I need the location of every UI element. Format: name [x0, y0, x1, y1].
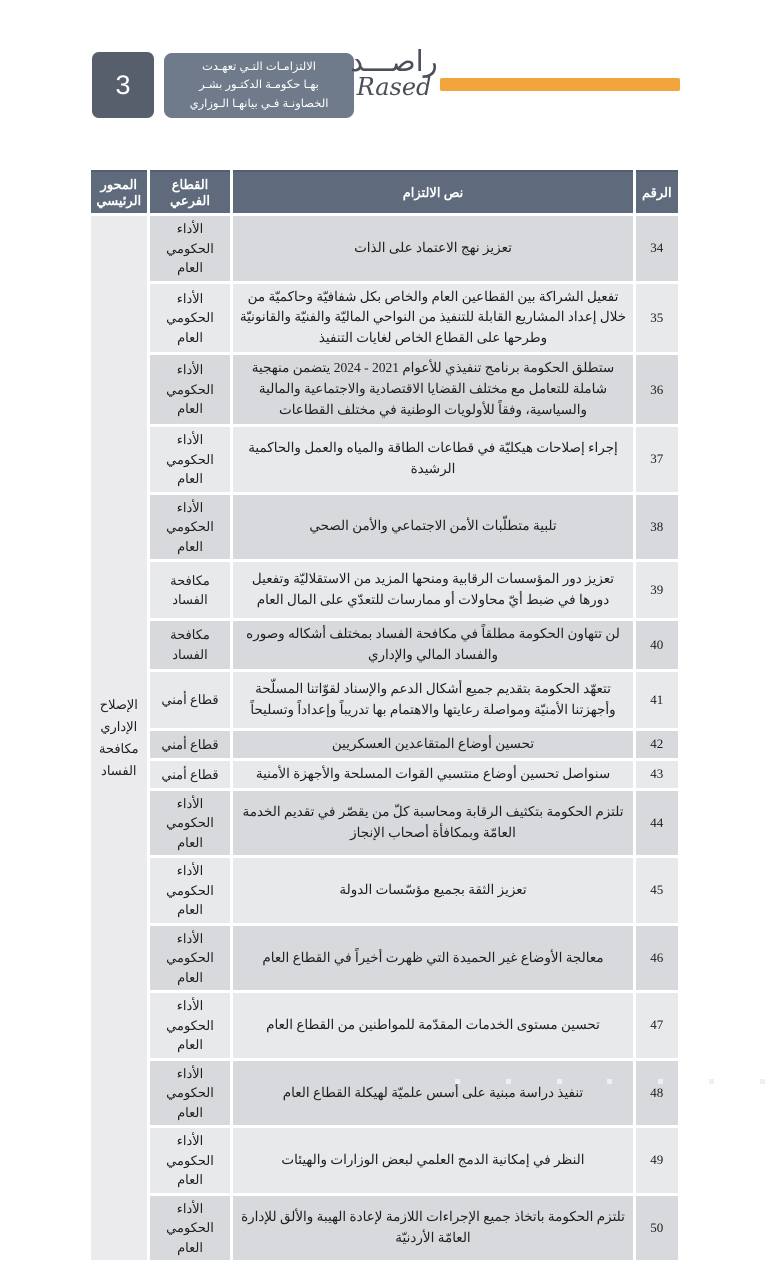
commitment-text: ستطلق الحكومة برنامج تنفيذي للأعوام 2021 - 2024 يتضمن منهجية شاملة للتعامل مع مختلف القضايا الاقتصادية والاجتماعية والمالية والسياسية، وفقاً للأولويات الوطنية في مختلف القطاعات [233, 355, 632, 424]
subsector-cell: الأداء الحكومي العام [150, 495, 231, 560]
commitment-number: 34 [636, 216, 678, 281]
commitment-text: تفعيل الشراكة بين القطاعين العام والخاص بكل شفافيّة وحاكميّة من خلال إعداد المشاريع القابلة للتنفيذ من النواحي الماليّة والفنيّة والقانونيّة وطرحها على القطاع الخاص لغايات التنفيذ [233, 284, 632, 353]
commitments-table [88, 167, 681, 1263]
commitment-number: 36 [636, 355, 678, 424]
table-row [91, 562, 678, 618]
header-number: الرقم [636, 170, 678, 213]
subsector-cell: مكافحة الفساد [150, 621, 231, 669]
commitment-number: 50 [636, 1196, 678, 1261]
table-row [91, 621, 678, 669]
commitment-number: 41 [636, 672, 678, 728]
subsector-cell: قطاع أمني [150, 761, 231, 788]
commitment-text: تحسين أوضاع المتقاعدين العسكريين [233, 731, 632, 758]
commitment-text: سنواصل تحسين أوضاع منتسبي القوات المسلحة والأجهزة الأمنية [233, 761, 632, 788]
commitment-number: 35 [636, 284, 678, 353]
commitment-text: تعزيز دور المؤسسات الرقابية ومنحها المزيد من الاستقلاليّة وتفعيل دورها في ضبط أيّ محاولات أو ممارسات للتعدّي على المال العام [233, 562, 632, 618]
subsector-cell: الأداء الحكومي العام [150, 355, 231, 424]
header-main-axis: المحور الرئيسي [91, 170, 147, 213]
commitment-text: تعزيز نهج الاعتماد على الذات [233, 216, 632, 281]
table-row [91, 1196, 678, 1261]
subsector-cell: الأداء الحكومي العام [150, 1128, 231, 1193]
table-row [91, 495, 678, 560]
table-row [91, 216, 678, 281]
rased-logo-latin: Rased [356, 72, 432, 101]
subsector-cell: الأداء الحكومي العام [150, 791, 231, 856]
commitment-number: 42 [636, 731, 678, 758]
page-title: الالتزامـات التـي تعهـدت بهـا حكومـة الدكتـور بشـر الخصاونـة فـي بيانهـا الـوزاري [164, 53, 354, 118]
table-row [91, 1061, 678, 1126]
main-axis-cell: الإصلاح الإداري مكافحة الفساد [91, 216, 147, 1260]
footer-dots [455, 1078, 765, 1084]
commitment-number: 46 [636, 926, 678, 991]
table-row [91, 993, 678, 1058]
subsector-cell: الأداء الحكومي العام [150, 993, 231, 1058]
commitment-number: 45 [636, 858, 678, 923]
page-number: 3 [115, 69, 131, 100]
commitment-number: 37 [636, 427, 678, 492]
subsector-cell: الأداء الحكومي العام [150, 1196, 231, 1261]
subsector-cell: الأداء الحكومي العام [150, 926, 231, 991]
commitment-number: 43 [636, 761, 678, 788]
commitment-text: تحسين مستوى الخدمات المقدّمة للمواطنين من القطاع العام [233, 993, 632, 1058]
table-row [91, 427, 678, 492]
commitment-number: 47 [636, 993, 678, 1058]
commitment-text: النظر في إمكانية الدمج العلمي لبعض الوزارات والهيئات [233, 1128, 632, 1193]
commitment-text: إجراء إصلاحات هيكليّة في قطاعات الطاقة والمياه والعمل والحاكمية الرشيدة [233, 427, 632, 492]
subsector-cell: الأداء الحكومي العام [150, 284, 231, 353]
commitment-number: 39 [636, 562, 678, 618]
table-row [91, 672, 678, 728]
page-number-badge [92, 52, 154, 118]
commitment-number: 40 [636, 621, 678, 669]
table-body [91, 216, 678, 1260]
commitment-number: 49 [636, 1128, 678, 1193]
table-header-row [91, 170, 678, 213]
commitment-text: تلتزم الحكومة بتكثيف الرقابة ومحاسبة كلّ من يقصّر في تقديم الخدمة العامّة وبمكافأة أصحاب الإنجاز [233, 791, 632, 856]
header-commitment-text: نص الالتزام [233, 170, 632, 213]
commitment-number: 44 [636, 791, 678, 856]
header-subsector: القطاع الفرعي [150, 170, 231, 213]
subsector-cell: قطاع أمني [150, 672, 231, 728]
rased-logo [348, 46, 440, 120]
subsector-cell: مكافحة الفساد [150, 562, 231, 618]
table-row [91, 791, 678, 856]
accent-bar [440, 78, 680, 91]
subsector-cell: الأداء الحكومي العام [150, 216, 231, 281]
subsector-cell: الأداء الحكومي العام [150, 858, 231, 923]
table-row [91, 284, 678, 353]
rased-logo-arabic: راصـــد [350, 44, 438, 78]
commitment-number: 38 [636, 495, 678, 560]
table-row [91, 858, 678, 923]
subsector-cell: الأداء الحكومي العام [150, 427, 231, 492]
table-row [91, 761, 678, 788]
subsector-cell: الأداء الحكومي العام [150, 1061, 231, 1126]
table-row [91, 731, 678, 758]
commitment-text: تتعهّد الحكومة بتقديم جميع أشكال الدعم والإسناد لقوّاتنا المسلّحة وأجهزتنا الأمنيّة ومواصلة رعايتها والاهتمام بها تدريباً وإعداداً وتسليحاً [233, 672, 632, 728]
commitment-text: لن تتهاون الحكومة مطلقاً في مكافحة الفساد بمختلف أشكاله وصوره والفساد المالي والإداري [233, 621, 632, 669]
table-row [91, 1128, 678, 1193]
commitment-text: تنفيذ دراسة مبنية على أسس علميّة لهيكلة القطاع العام [233, 1061, 632, 1126]
table-row [91, 355, 678, 424]
commitment-number: 48 [636, 1061, 678, 1126]
table-row [91, 926, 678, 991]
commitment-text: تلبية متطلّبات الأمن الاجتماعي والأمن الصحي [233, 495, 632, 560]
commitment-text: معالجة الأوضاع غير الحميدة التي ظهرت أخيراً في القطاع العام [233, 926, 632, 991]
commitment-text: تلتزم الحكومة باتخاذ جميع الإجراءات اللازمة لإعادة الهيبة والألق للإدارة العامّة الأردنيّة [233, 1196, 632, 1261]
subsector-cell: قطاع أمني [150, 731, 231, 758]
commitment-text: تعزيز الثقة بجميع مؤسّسات الدولة [233, 858, 632, 923]
